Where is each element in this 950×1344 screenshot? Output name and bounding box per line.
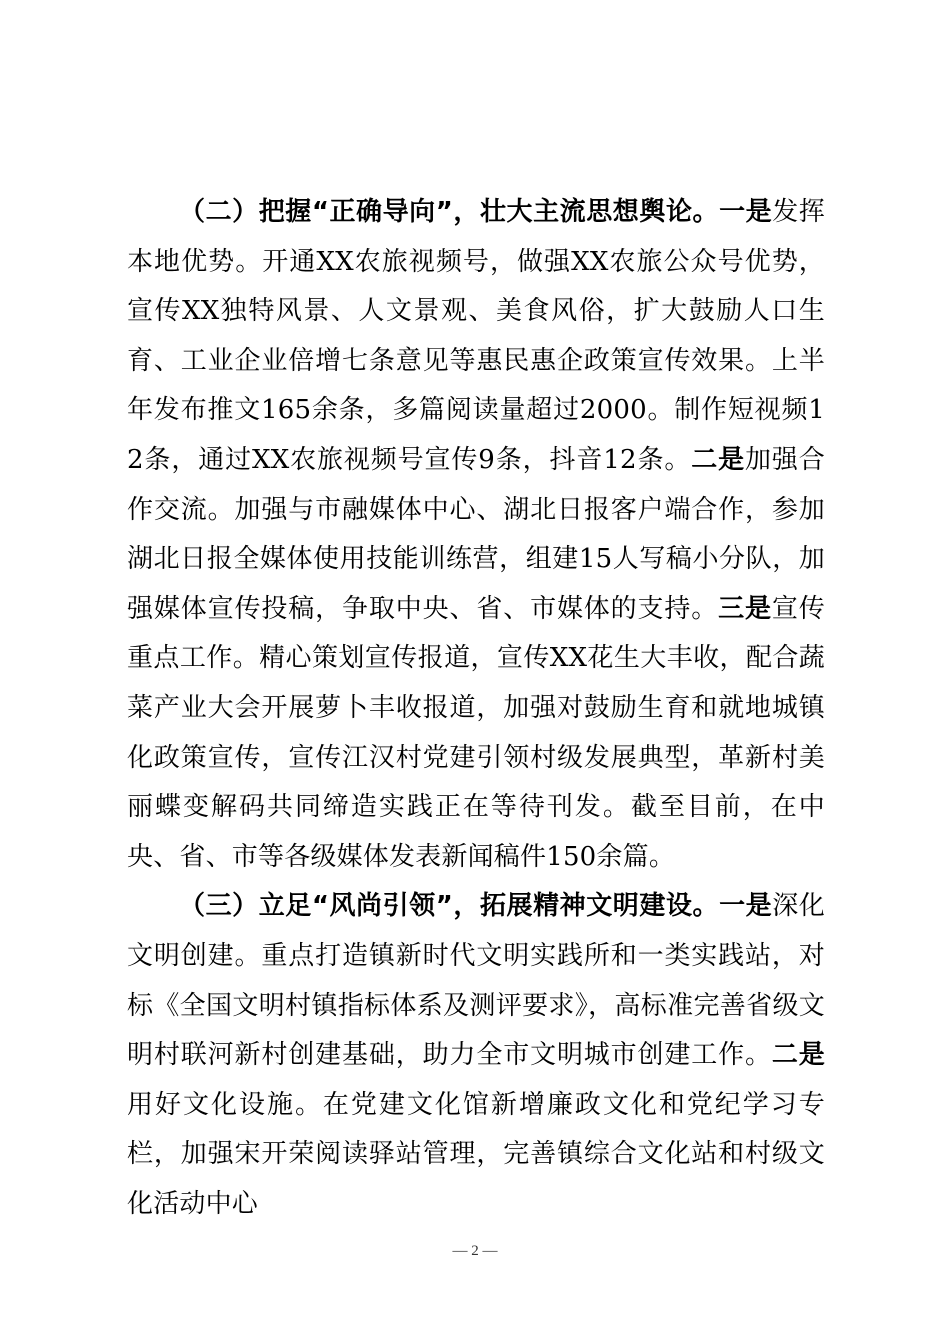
point-lead: 一是 <box>719 891 773 922</box>
point-text: 加强合作交流。加强与市融媒体中心、湖北日报客户端合作，参加湖北日报全媒体使用技能训练营，组建15人写稿小分队，加强媒体宣传投稿，争取中央、省、市媒体的支持。 <box>127 444 825 624</box>
section-heading: （三）立足“风尚引领”，拓展精神文明建设。 <box>179 891 720 922</box>
paragraph-section-2 <box>127 188 825 882</box>
point-text: 宣传重点工作。精心策划宣传报道，宣传XX花生大丰收，配合蔬菜产业大会开展萝卜丰收报道，加强对鼓励生育和就地城镇化政策宣传，宣传江汉村党建引领村级发展典型，革新村美丽蝶变解码共同缔造实践正在等待刊发。截至目前，在中央、省、市等各级媒体发表新闻稿件150余篇。 <box>127 593 825 872</box>
paragraph-section-3 <box>127 882 825 1229</box>
section-heading: （二）把握“正确导向”，壮大主流思想舆论。 <box>179 197 720 227</box>
point-text: 发挥本地优势。开通XX农旅视频号，做强XX农旅公众号优势，宣传XX独特风景、人文景观、美食风俗，扩大鼓励人口生育、工业企业倍增七条意见等惠民惠企政策宣传效果。上半年发布推文165余条，多篇阅读量超过2000。制作短视频12条，通过XX农旅视频号宣传9条，抖音12条。 <box>127 197 825 475</box>
point-lead: 一是 <box>719 197 773 227</box>
point-text: 用好文化设施。在党建文化馆新增廉政文化和党纪学习专栏，加强宋开荣阅读驿站管理，完善镇综合文化站和村级文化活动中心 <box>127 1089 825 1219</box>
page-number: — 2 — <box>452 1243 498 1259</box>
point-lead: 三是 <box>718 593 772 624</box>
document-body <box>127 188 825 1229</box>
point-lead: 二是 <box>771 1040 825 1071</box>
point-text: 深化文明创建。重点打造镇新时代文明实践所和一类实践站，对标《全国文明村镇指标体系及测评要求》，高标准完善省级文明村联河新村创建基础，助力全市文明城市创建工作。 <box>127 891 825 1071</box>
point-lead: 二是 <box>691 444 746 475</box>
